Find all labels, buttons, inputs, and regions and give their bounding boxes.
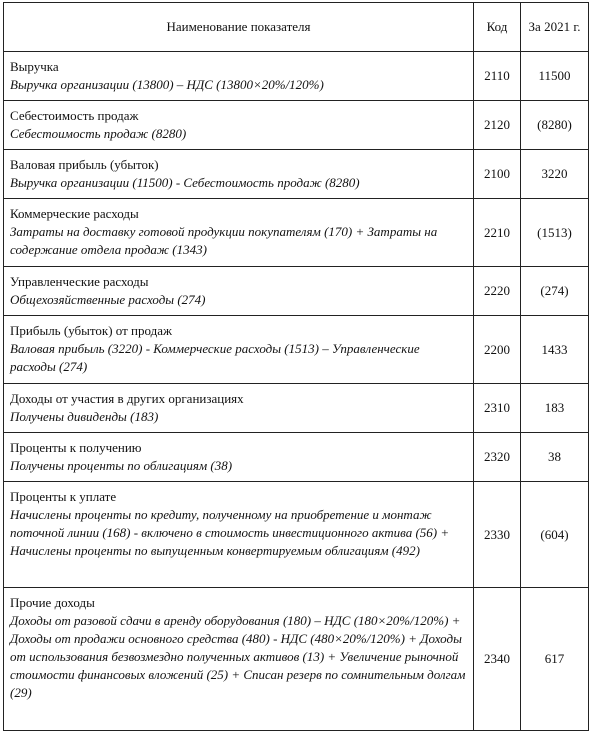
- table-row: [4, 52, 589, 101]
- row-title: Коммерческие расходы: [10, 206, 139, 221]
- header-name: Наименование показателя: [4, 3, 474, 52]
- table-row: [4, 482, 589, 588]
- row-code: 2110: [474, 52, 521, 101]
- row-detail: Начислены проценты по кредиту, полученному на приобретение и монтаж поточной линии (168) - включено в стоимость инвестиционного актива (56) + Начислены проценты по выпущенным конвертируемым облигациям (492): [10, 507, 450, 558]
- row-detail: Себестоимость продаж (8280): [10, 126, 187, 141]
- row-detail: Валовая прибыль (3220) - Коммерческие расходы (1513) – Управленческие расходы (274): [10, 341, 420, 374]
- row-title: Прибыль (убыток) от продаж: [10, 323, 172, 338]
- table-row: [4, 199, 589, 267]
- row-name-cell: [4, 433, 474, 482]
- row-value: (604): [521, 482, 589, 588]
- row-name-cell: [4, 101, 474, 150]
- row-detail: Затраты на доставку готовой продукции покупателям (170) + Затраты на содержание отдела продаж (1343): [10, 224, 438, 257]
- row-title: Проценты к получению: [10, 440, 142, 455]
- row-name-cell: [4, 588, 474, 731]
- row-detail: Получены проценты по облигациям (38): [10, 458, 233, 473]
- row-code: 2100: [474, 150, 521, 199]
- table-row: [4, 267, 589, 316]
- row-name-cell: [4, 482, 474, 588]
- row-code: 2330: [474, 482, 521, 588]
- row-code: 2310: [474, 384, 521, 433]
- table-row: [4, 433, 589, 482]
- row-value: 11500: [521, 52, 589, 101]
- table-row: [4, 588, 589, 731]
- row-name-cell: [4, 52, 474, 101]
- row-name-cell: [4, 150, 474, 199]
- row-code: 2120: [474, 101, 521, 150]
- row-value: 3220: [521, 150, 589, 199]
- row-name-cell: [4, 267, 474, 316]
- row-value: 183: [521, 384, 589, 433]
- header-year: За 2021 г.: [521, 3, 589, 52]
- row-value: 1433: [521, 316, 589, 384]
- table-row: [4, 150, 589, 199]
- row-code: 2340: [474, 588, 521, 731]
- financial-results-table: [3, 2, 589, 731]
- row-title: Выручка: [10, 59, 59, 74]
- row-detail: Выручка организации (11500) - Себестоимость продаж (8280): [10, 175, 360, 190]
- header-code: Код: [474, 3, 521, 52]
- row-value: (1513): [521, 199, 589, 267]
- row-name-cell: [4, 316, 474, 384]
- row-detail: Выручка организации (13800) – НДС (13800×20%/120%): [10, 77, 324, 92]
- row-name-cell: [4, 199, 474, 267]
- header-row: [4, 3, 589, 52]
- row-title: Валовая прибыль (убыток): [10, 157, 159, 172]
- row-detail: Общехозяйственные расходы (274): [10, 292, 206, 307]
- row-value: (8280): [521, 101, 589, 150]
- row-value: 38: [521, 433, 589, 482]
- row-detail: Получены дивиденды (183): [10, 409, 159, 424]
- row-code: 2210: [474, 199, 521, 267]
- row-detail: Доходы от разовой сдачи в аренду оборудования (180) – НДС (180×20%/120%) + Доходы от продажи основного средства (480) - НДС (480×20%/120%) + Доходы от использования безвозмездно полученных активов (13) + Увеличение рыночной стоимости финансовых вложений (25) + Списан резерв по сомнительным долгам (29): [10, 613, 466, 700]
- row-value: (274): [521, 267, 589, 316]
- row-title: Прочие доходы: [10, 595, 95, 610]
- table-row: [4, 384, 589, 433]
- row-code: 2200: [474, 316, 521, 384]
- row-title: Проценты к уплате: [10, 489, 117, 504]
- row-value: 617: [521, 588, 589, 731]
- row-title: Доходы от участия в других организациях: [10, 391, 244, 406]
- row-name-cell: [4, 384, 474, 433]
- row-code: 2220: [474, 267, 521, 316]
- table-row: [4, 316, 589, 384]
- row-code: 2320: [474, 433, 521, 482]
- row-title: Себестоимость продаж: [10, 108, 139, 123]
- table-row: [4, 101, 589, 150]
- row-title: Управленческие расходы: [10, 274, 149, 289]
